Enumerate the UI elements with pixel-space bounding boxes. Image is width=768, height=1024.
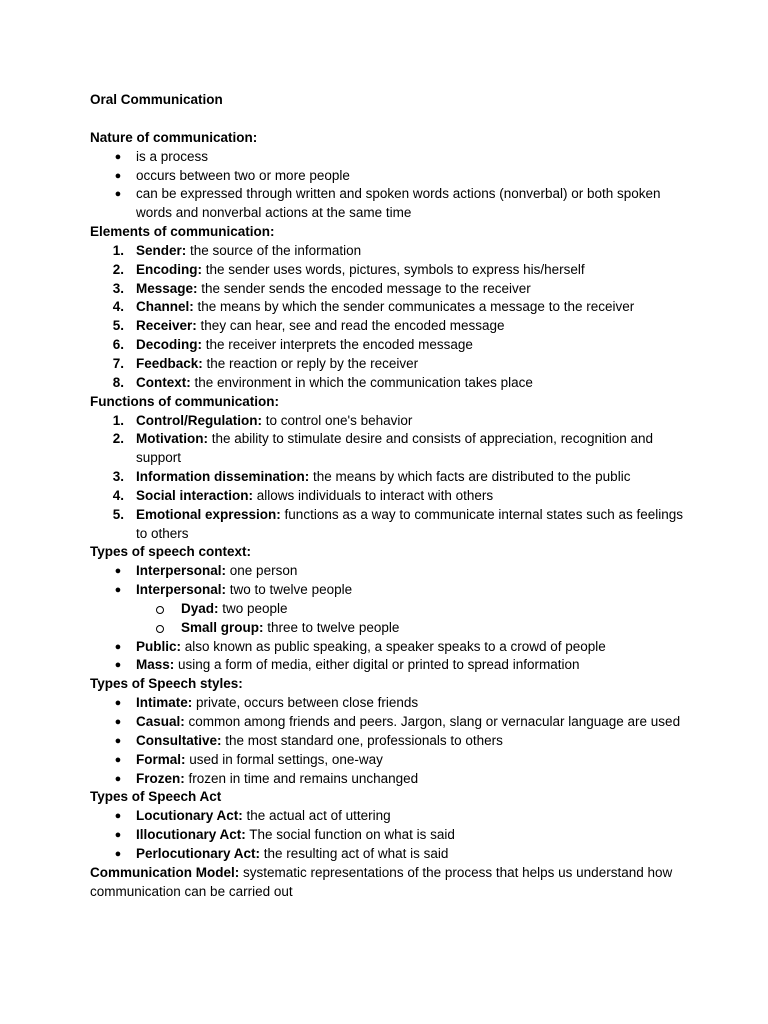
item-term: Intimate: (136, 695, 193, 711)
sub-list (90, 600, 690, 638)
item-term: Mass: (136, 657, 175, 673)
closing-paragraph (90, 864, 690, 902)
hollow-bullet-icon (156, 606, 164, 614)
closing-term: Communication Model: (90, 864, 240, 880)
bullet-icon: ● (114, 565, 122, 578)
list-number: 5. (112, 318, 124, 334)
list-item (90, 751, 690, 770)
bullet-icon: ● (114, 640, 122, 653)
item-text: the source of the information (186, 242, 362, 258)
bullet-icon: ● (114, 772, 122, 785)
item-text: the resulting act of what is said (260, 845, 449, 861)
section (90, 788, 690, 863)
document-body (90, 91, 690, 901)
bullet-icon: ● (114, 659, 122, 672)
item-text: the means by which facts are distributed to the public (309, 469, 631, 485)
item-term: Emotional expression: (136, 506, 281, 522)
numbered-list (90, 412, 690, 544)
list-item (90, 430, 690, 468)
item-text: common among friends and peers. Jargon, slang or vernacular language are used (184, 714, 681, 729)
bullet-icon: ● (114, 716, 122, 728)
section (90, 129, 690, 223)
item-term: Decoding: (136, 337, 202, 353)
list-item (90, 638, 690, 657)
list-item (90, 732, 690, 751)
list-item (90, 355, 690, 374)
bullet-icon: ● (114, 734, 122, 747)
section-heading: Nature of communication: (90, 129, 258, 145)
item-text: can be expressed through written and spoken words actions (nonverbal) or both spoken words and nonverbal actions at the same time (136, 186, 661, 221)
item-term: Motivation: (136, 431, 208, 447)
item-term: Channel: (136, 299, 194, 315)
list-item (90, 298, 690, 317)
bullet-icon: ● (114, 697, 122, 710)
item-term: Information dissemination: (136, 469, 310, 485)
item-text: the ability to stimulate desire and consists of appreciation, recognition and support (136, 431, 654, 466)
item-text: functions as a way to communicate internal states such as feelings to others (136, 506, 684, 541)
item-term: Consultative: (136, 732, 222, 748)
section-heading: Functions of communication: (90, 393, 279, 409)
item-text: they can hear, see and read the encoded message (196, 318, 505, 334)
bulleted-list (90, 562, 690, 675)
list-number: 7. (112, 355, 124, 371)
list-item (90, 167, 690, 186)
numbered-list (90, 242, 690, 393)
item-term: Receiver: (136, 318, 197, 334)
item-text: three to twelve people (263, 619, 400, 635)
item-term: Feedback: (136, 355, 203, 371)
section (90, 675, 690, 788)
list-item (90, 317, 690, 336)
list-number: 4. (112, 299, 124, 315)
list-item (90, 374, 690, 393)
list-number: 2. (112, 431, 124, 447)
item-text: private, occurs between close friends (192, 695, 419, 711)
list-number: 2. (112, 261, 124, 277)
item-text: is a process (136, 148, 209, 164)
list-item (90, 562, 690, 581)
list-item (90, 242, 690, 261)
item-text: one person (226, 563, 298, 579)
item-term: Public: (136, 638, 182, 654)
item-text: the sender uses words, pictures, symbols to express his/herself (202, 261, 585, 277)
list-item (90, 487, 690, 506)
list-item (90, 412, 690, 431)
sections-container (90, 129, 690, 864)
list-number: 6. (112, 337, 124, 353)
section (90, 543, 690, 675)
item-text: used in formal settings, one-way (185, 751, 383, 767)
bullet-icon: ● (114, 150, 122, 163)
bullet-icon: ● (114, 847, 122, 860)
list-number: 5. (112, 506, 124, 522)
list-number: 8. (112, 374, 124, 390)
item-term: Locutionary Act: (136, 808, 243, 824)
bulleted-list (90, 807, 690, 864)
sub-list-item (90, 600, 690, 619)
list-item (90, 581, 690, 638)
sub-list-item (90, 619, 690, 638)
item-term: Frozen: (136, 770, 185, 786)
item-text: also known as public speaking, a speaker speaks to a crowd of people (181, 638, 606, 654)
list-item (90, 656, 690, 675)
item-text: the receiver interprets the encoded message (202, 337, 473, 353)
list-item (90, 713, 690, 732)
list-number: 1. (112, 242, 124, 258)
list-item (90, 694, 690, 713)
item-text: two to twelve people (226, 582, 353, 598)
item-text: using a form of media, either digital or printed to spread information (174, 657, 580, 673)
list-item (90, 506, 690, 544)
list-number: 3. (112, 280, 124, 296)
item-text: The social function on what is said (245, 827, 455, 843)
item-term: Casual: (136, 714, 185, 729)
item-text: two people (218, 600, 288, 616)
item-term: Social interaction: (136, 487, 254, 503)
item-term: Illocutionary Act: (136, 827, 246, 843)
document-title: Oral Communication (90, 92, 223, 107)
item-text: the reaction or reply by the receiver (202, 355, 419, 371)
bulleted-list (90, 694, 690, 788)
item-term: Formal: (136, 751, 186, 767)
list-item (90, 185, 690, 223)
list-item (90, 148, 690, 167)
section (90, 393, 690, 544)
item-text: the actual act of uttering (242, 808, 391, 824)
bullet-icon: ● (114, 829, 122, 842)
item-text: the environment in which the communication takes place (190, 374, 533, 390)
list-item (90, 280, 690, 299)
item-term: Context: (136, 374, 191, 390)
item-term: Dyad: (181, 600, 219, 616)
list-item (90, 826, 690, 845)
item-term: Sender: (136, 242, 187, 258)
item-term: Interpersonal: (136, 563, 227, 579)
item-text: to control one's behavior (261, 412, 413, 428)
item-text: frozen in time and remains unchanged (184, 770, 419, 786)
section-heading: Types of speech context: (90, 544, 252, 560)
list-item (90, 468, 690, 487)
list-item (90, 261, 690, 280)
bullet-icon: ● (114, 753, 122, 766)
item-term: Control/Regulation: (136, 412, 262, 428)
section (90, 223, 690, 393)
bulleted-list (90, 148, 690, 223)
bullet-icon: ● (114, 810, 122, 823)
list-item (90, 770, 690, 789)
bullet-icon: ● (114, 188, 122, 201)
list-item (90, 336, 690, 355)
closing-text: systematic representations of the process that helps us understand how communication can be carried out (90, 864, 673, 899)
item-text: the sender sends the encoded message to the receiver (197, 280, 531, 296)
item-term: Small group: (181, 619, 264, 635)
item-term: Encoding: (136, 261, 202, 277)
list-item (90, 845, 690, 864)
section-heading: Types of Speech Act (90, 789, 222, 805)
item-term: Interpersonal: (136, 582, 227, 598)
list-item (90, 807, 690, 826)
list-number: 3. (112, 469, 124, 485)
list-number: 1. (112, 412, 124, 428)
item-text: the most standard one, professionals to others (221, 732, 503, 748)
section-heading: Elements of communication: (90, 224, 275, 240)
item-text: the means by which the sender communicates a message to the receiver (193, 299, 635, 315)
item-term: Message: (136, 280, 198, 296)
item-text: occurs between two or more people (136, 167, 350, 183)
item-text: allows individuals to interact with others (253, 487, 494, 503)
list-number: 4. (112, 487, 124, 503)
section-heading: Types of Speech styles: (90, 676, 243, 692)
bullet-icon: ● (114, 169, 122, 182)
hollow-bullet-icon (156, 625, 164, 633)
bullet-icon: ● (114, 584, 122, 597)
item-term: Perlocutionary Act: (136, 845, 261, 861)
